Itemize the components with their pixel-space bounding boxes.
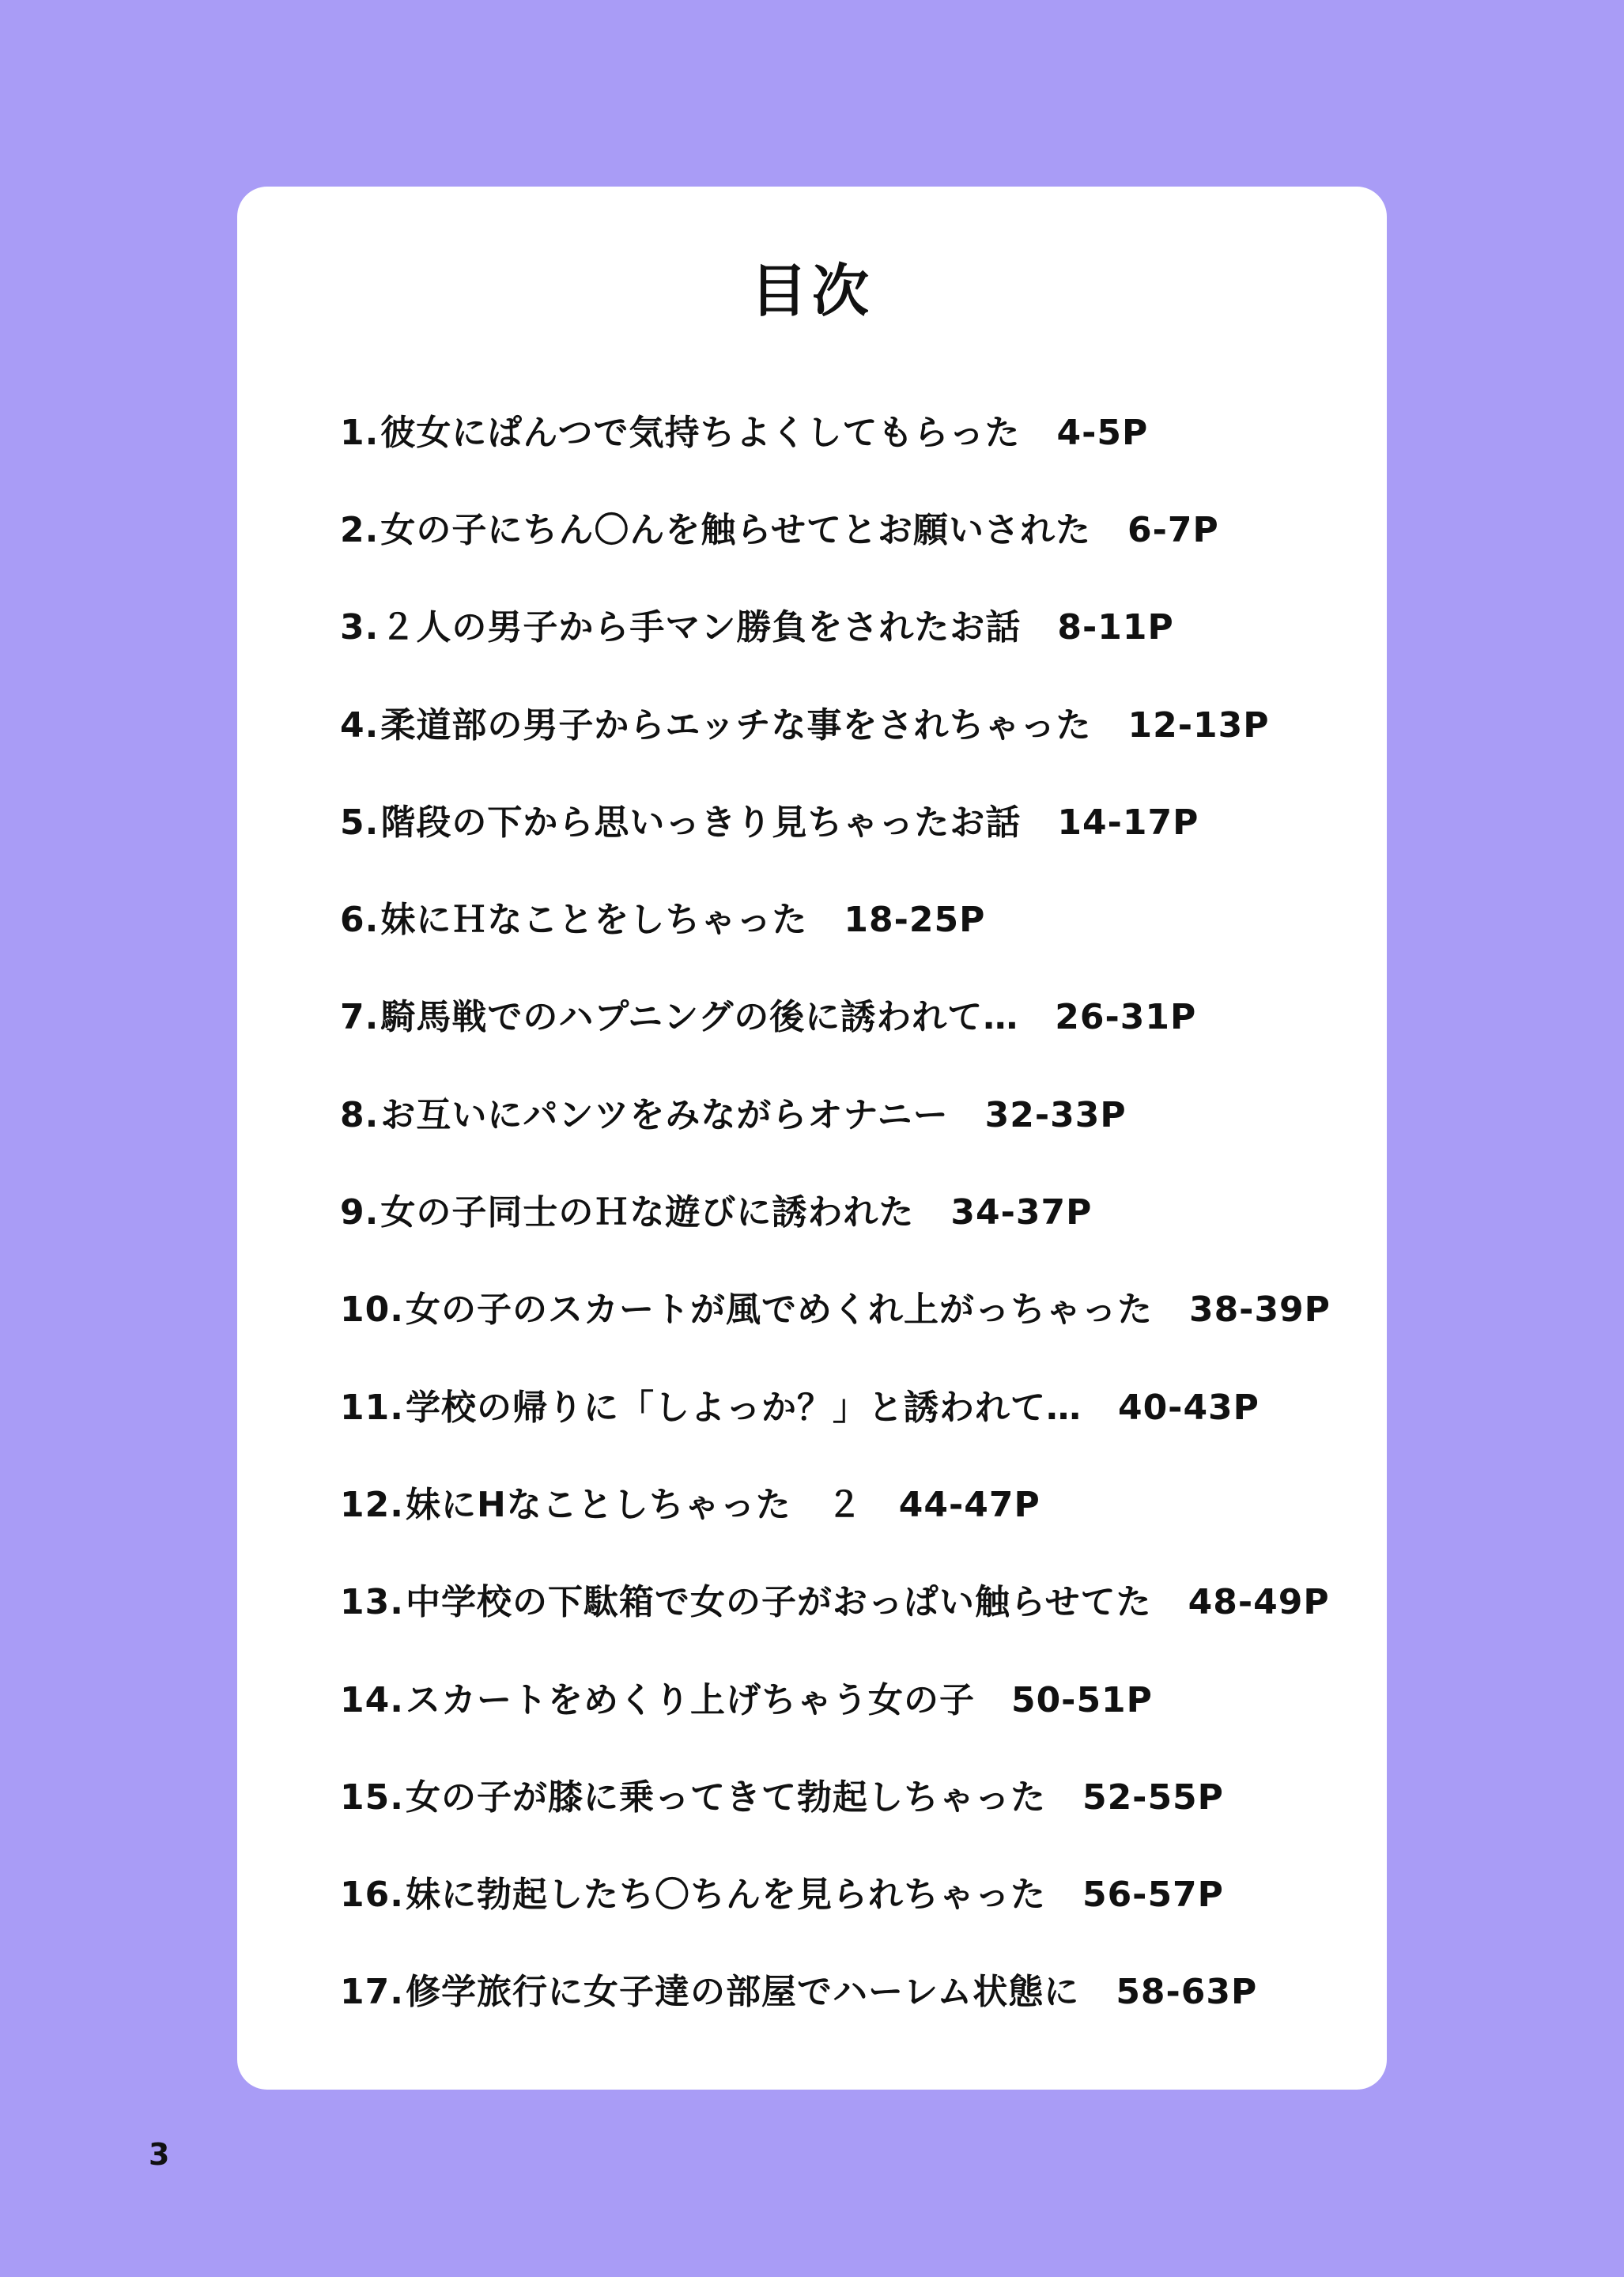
entry-pages: 14-17P [1057,802,1199,843]
entry-pages: 56-57P [1082,1875,1224,1916]
entry-pages: 52-55P [1082,1777,1224,1818]
toc-entry [340,969,1331,1067]
entry-title: 女の子が膝に乗ってきて勃起しちゃった [405,1777,1046,1818]
entry-title: お互いにパンツをみながらオナニー [380,1094,949,1135]
entry-number: 10. [340,1290,404,1331]
entry-number: 13. [340,1582,404,1623]
toc-entry [340,871,1331,969]
toc-entry [340,1554,1331,1652]
entry-title: 騎馬戦でのハプニングの後に誘われて… [380,997,1019,1038]
toc-entry [340,1652,1331,1749]
entry-number: 12. [340,1484,404,1525]
entry-title: 柔道部の男子からエッチな事をされちゃった [380,704,1092,746]
toc-entry [340,1456,1331,1554]
page-title: 目次 [750,258,874,324]
entry-pages: 48-49P [1188,1582,1330,1623]
entry-number: 16. [340,1875,404,1916]
entry-pages: 32-33P [984,1094,1127,1135]
entry-title: ２人の男子から手マン勝負をされたお話 [380,607,1022,648]
entry-title: 階段の下から思いっきり見ちゃったお話 [380,802,1022,843]
entry-pages: 26-31P [1055,997,1197,1038]
entry-title: 学校の帰りに「しよっか？」と誘われて… [405,1387,1082,1428]
entry-number: 14. [340,1679,404,1720]
entry-number: 15. [340,1777,404,1818]
entry-title: 中学校の下駄箱で女の子がおっぱい触らせてた [405,1582,1152,1623]
entry-title: 妹に勃起したち〇ちんを見られちゃった [405,1875,1046,1916]
entry-pages: 8-11P [1057,607,1174,648]
toc-entry [340,774,1331,871]
entry-title: 女の子にちん〇んを触らせてとお願いされた [380,509,1092,550]
entry-pages: 34-37P [950,1192,1093,1233]
entry-number: 7. [340,997,380,1038]
toc-entry [340,1749,1331,1846]
page-number: 3 [149,2137,170,2172]
entry-title: 妹にＨなことをしちゃった [380,900,808,941]
entry-number: 11. [340,1387,404,1428]
entry-pages: 12-13P [1127,704,1270,746]
toc-entry [340,1067,1331,1164]
toc-entry [340,384,1331,481]
entry-title: 女の子のスカートが風でめくれ上がっちゃった [405,1290,1153,1331]
entry-pages: 4-5P [1056,412,1149,453]
toc-entry [340,580,1331,677]
toc-card [237,187,1387,2090]
toc-entry [340,1944,1331,2041]
entry-number: 4. [340,704,380,746]
entry-title: 彼女にぱんつで気持ちよくしてもらった [380,412,1021,453]
entry-pages: 6-7P [1127,509,1219,550]
entry-pages: 18-25P [844,900,986,941]
table-of-contents [340,384,1331,2041]
entry-number: 17. [340,1972,404,2013]
toc-entry [340,481,1331,579]
toc-entry [340,1164,1331,1261]
entry-number: 6. [340,900,380,941]
entry-pages: 44-47P [898,1484,1040,1525]
entry-pages: 58-63P [1116,1972,1258,2013]
entry-number: 9. [340,1192,380,1233]
entry-title: スカートをめくり上げちゃう女の子 [405,1679,975,1720]
entry-title: 妹にHなことしちゃった ２ [405,1484,863,1525]
entry-number: 3. [340,607,380,648]
entry-number: 8. [340,1094,380,1135]
toc-entry [340,1846,1331,1943]
toc-entry [340,677,1331,774]
entry-number: 2. [340,509,380,550]
toc-entry [340,1262,1331,1359]
entry-title: 女の子同士のＨな遊びに誘われた [380,1192,915,1233]
entry-pages: 40-43P [1117,1387,1260,1428]
entry-title: 修学旅行に女子達の部屋でハーレム状態に [405,1972,1080,2013]
toc-entry [340,1359,1331,1456]
entry-number: 5. [340,802,380,843]
entry-pages: 50-51P [1010,1679,1153,1720]
entry-pages: 38-39P [1188,1290,1331,1331]
entry-number: 1. [340,412,380,453]
